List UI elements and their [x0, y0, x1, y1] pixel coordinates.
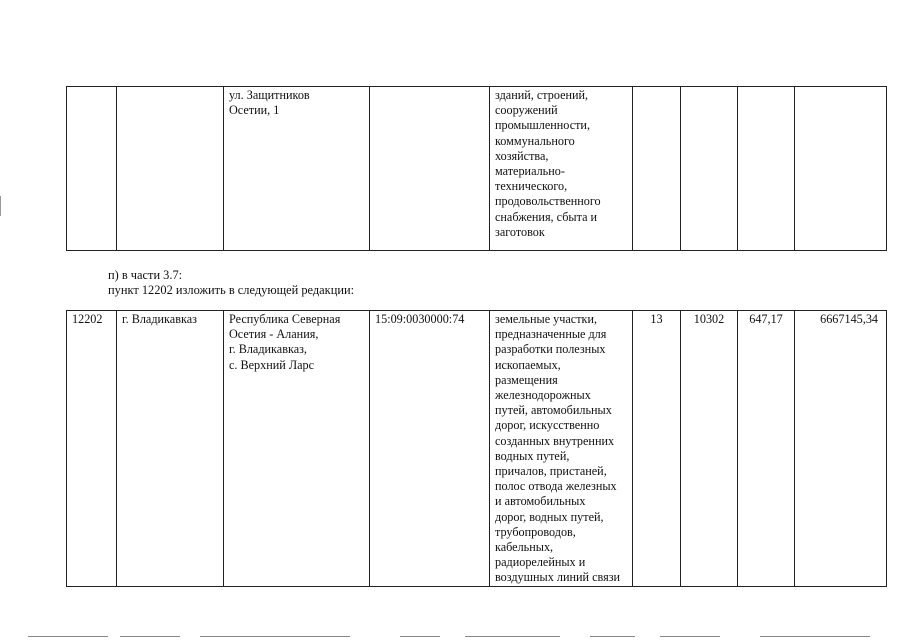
scan-edge-mark — [0, 196, 1, 216]
scan-bottom-mark — [400, 636, 440, 637]
cell-value — [795, 87, 887, 251]
scan-bottom-mark — [760, 636, 870, 637]
table-row — [67, 87, 887, 251]
instruction-line-2: пункт 12202 изложить в следующей редакции: — [108, 283, 355, 297]
cell-purpose: земельные участки, предназначенные для разработки полезных ископаемых, размещения железнодорожных путей, автомобильных дорог, искусственно созданных внутренних водных путей, причалов, пристаней, полос отвода железных и автомобильных дорог, водных путей, трубопроводов, кабельных, радиорелейных и воздушных линий связи — [490, 311, 633, 587]
scan-bottom-mark — [590, 636, 635, 637]
cell-num — [67, 87, 117, 251]
cell-code: 10302 — [681, 311, 738, 587]
scan-bottom-mark — [200, 636, 350, 637]
cell-city — [117, 87, 224, 251]
cell-area: 647,17 — [738, 311, 795, 587]
cell-group: 13 — [633, 311, 681, 587]
cell-code — [681, 87, 738, 251]
scan-bottom-mark — [465, 636, 560, 637]
cell-purpose: зданий, строений, сооружений промышленности, коммунального хозяйства, материально- технического, продовольственного снабжения, сбыта и заготовок — [490, 87, 633, 251]
scan-bottom-mark — [120, 636, 180, 637]
cell-num: 12202 — [67, 311, 117, 587]
registry-table-item-12202 — [66, 310, 887, 587]
cell-address: Республика Северная Осетия - Алания, г. Владикавказ, с. Верхний Ларс — [224, 311, 370, 587]
cell-cadastral: 15:09:0030000:74 — [370, 311, 490, 587]
table-row — [67, 311, 887, 587]
cell-cadastral — [370, 87, 490, 251]
cell-address: ул. Защитников Осетии, 1 — [224, 87, 370, 251]
scan-bottom-mark — [28, 636, 108, 637]
cell-value: 6667145,34 — [795, 311, 887, 587]
scan-bottom-mark — [660, 636, 720, 637]
instruction-line-1: п) в части 3.7: — [108, 268, 183, 282]
cell-city: г. Владикавказ — [117, 311, 224, 587]
cell-group — [633, 87, 681, 251]
registry-table-continued — [66, 86, 887, 251]
cell-area — [738, 87, 795, 251]
